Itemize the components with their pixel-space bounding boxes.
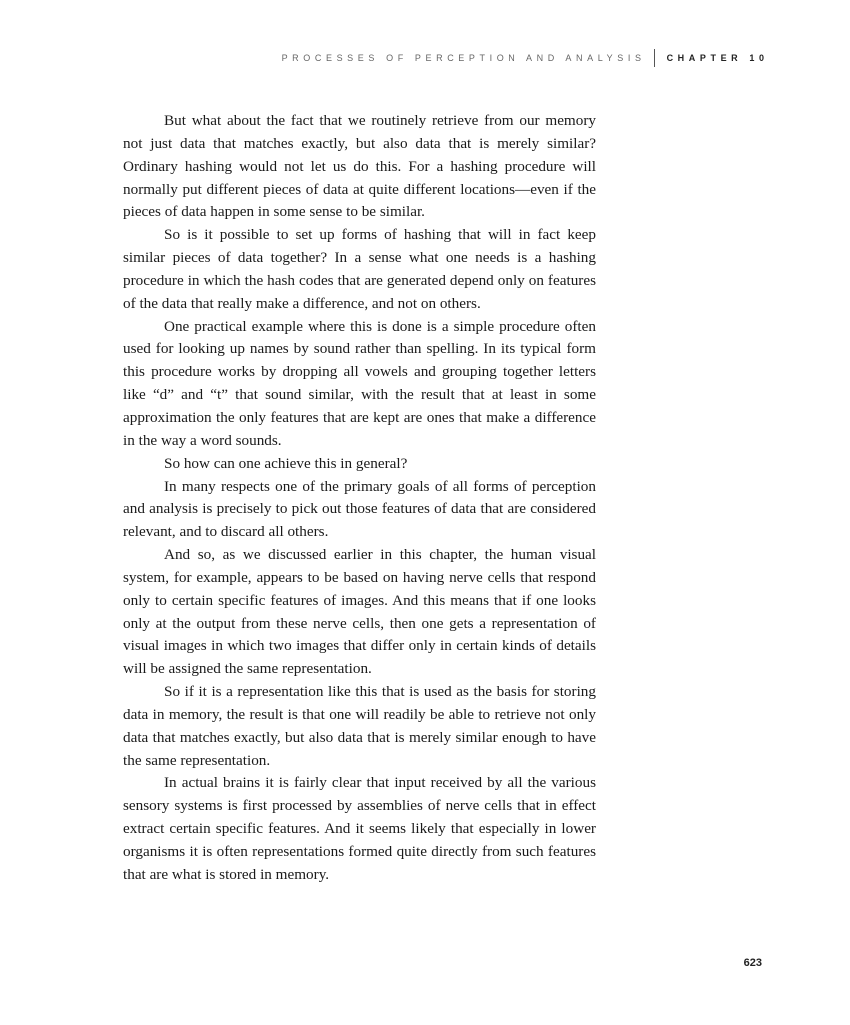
header-divider bbox=[654, 49, 655, 67]
paragraph: In many respects one of the primary goals of all forms of perception and analysis is precisely to pick out those features of data that are considered relevant, and to discard all others. bbox=[123, 477, 596, 541]
paragraph: And so, as we discussed earlier in this chapter, the human visual system, for example, appears to be based on having nerve cells that respond only to certain specific features of images. And this means that if one looks only at the output from these nerve cells, then one gets a representation of visual images in which two images that differ only in certain kinds of details will be assigned the same representation. bbox=[123, 546, 596, 678]
paragraph: One practical example where this is done is a simple procedure often used for looking up names by sound rather than spelling. In its typical form this procedure works by dropping all vowels and grouping together letters like “d” and “t” that sound similar, with the result that at least in some approximation the only features that are kept are ones that make a difference in the way a word sounds. bbox=[123, 317, 596, 449]
paragraph: So how can one achieve this in general? bbox=[164, 454, 408, 472]
chapter-label: CHAPTER 10 bbox=[666, 53, 769, 63]
paragraph: So is it possible to set up forms of hashing that will in fact keep similar pieces of data together? In a sense what one needs is a hashing procedure in which the hash codes that are generated depend only on features of the data that really make a difference, and not on others. bbox=[123, 226, 596, 312]
running-head bbox=[0, 50, 769, 66]
body-text bbox=[123, 110, 596, 887]
paragraph: So if it is a representation like this that is used as the basis for storing data in memory, the result is that one will readily be able to retrieve not only data that matches exactly, but also data that is merely similar enough to have the same representation. bbox=[123, 683, 596, 769]
paragraph: But what about the fact that we routinely retrieve from our memory not just data that matches exactly, but also data that is merely similar? Ordinary hashing would not let us do this. For a hashing procedure will normally put different pieces of data at quite different locations—even if the pieces of data happen in some sense to be similar. bbox=[123, 112, 596, 221]
running-title: PROCESSES OF PERCEPTION AND ANALYSIS bbox=[281, 53, 646, 63]
page-number: 623 bbox=[743, 957, 762, 969]
paragraph: In actual brains it is fairly clear that input received by all the various sensory systems is first processed by assemblies of nerve cells that in effect extract certain specific features. And it seems likely that especially in lower organisms it is often representations formed quite directly from such features that are what is stored in memory. bbox=[123, 774, 596, 883]
